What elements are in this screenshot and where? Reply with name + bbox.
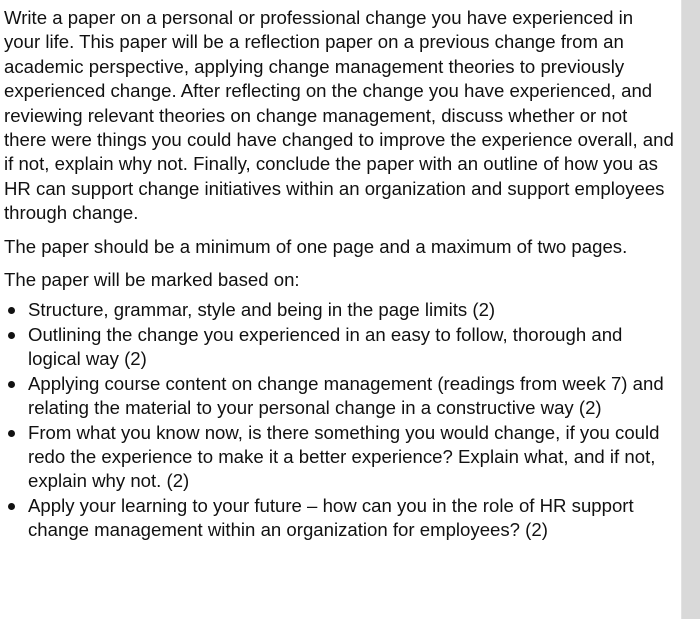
criteria-text: Applying course content on change management (readings from week 7) and relating the material to your personal change in a constructive way (2)	[28, 372, 664, 419]
criteria-item	[4, 494, 674, 543]
assignment-description: Write a paper on a personal or professional change you have experienced in your life. This paper will be a reflection paper on a previous change from an academic perspective, applying change management theories to previously experienced change. After reflecting on the change you have experienced, and reviewing relevant theories on change management, discuss whether or not there were things you could have changed to improve the experience overall, and if not, explain why not. Finally, conclude the paper with an outline of how you as HR can support change initiatives within an organization and support employees through change.	[4, 7, 674, 224]
criteria-item	[4, 421, 674, 494]
criteria-item	[4, 298, 674, 322]
bullet-icon	[8, 381, 15, 388]
bullet-icon	[8, 430, 15, 437]
bullet-icon	[8, 332, 15, 339]
marking-intro: The paper will be marked based on:	[4, 269, 300, 291]
document-content	[4, 6, 674, 543]
bullet-icon	[8, 503, 15, 510]
criteria-text: From what you know now, is there something you would change, if you could redo the experience to make it a better experience? Explain what, and if not, explain why not. (2)	[28, 421, 660, 492]
criteria-text: Apply your learning to your future – how can you in the role of HR support change management within an organization for employees? (2)	[28, 494, 634, 541]
bullet-icon	[8, 307, 15, 314]
criteria-item	[4, 372, 674, 421]
page-length-requirement: The paper should be a minimum of one page and a maximum of two pages.	[4, 235, 628, 257]
vertical-scrollbar[interactable]	[682, 0, 700, 619]
criteria-item	[4, 323, 674, 372]
criteria-text: Outlining the change you experienced in an easy to follow, thorough and logical way (2)	[28, 323, 623, 370]
criteria-text: Structure, grammar, style and being in the page limits (2)	[28, 299, 496, 321]
marking-criteria-list	[4, 298, 674, 542]
